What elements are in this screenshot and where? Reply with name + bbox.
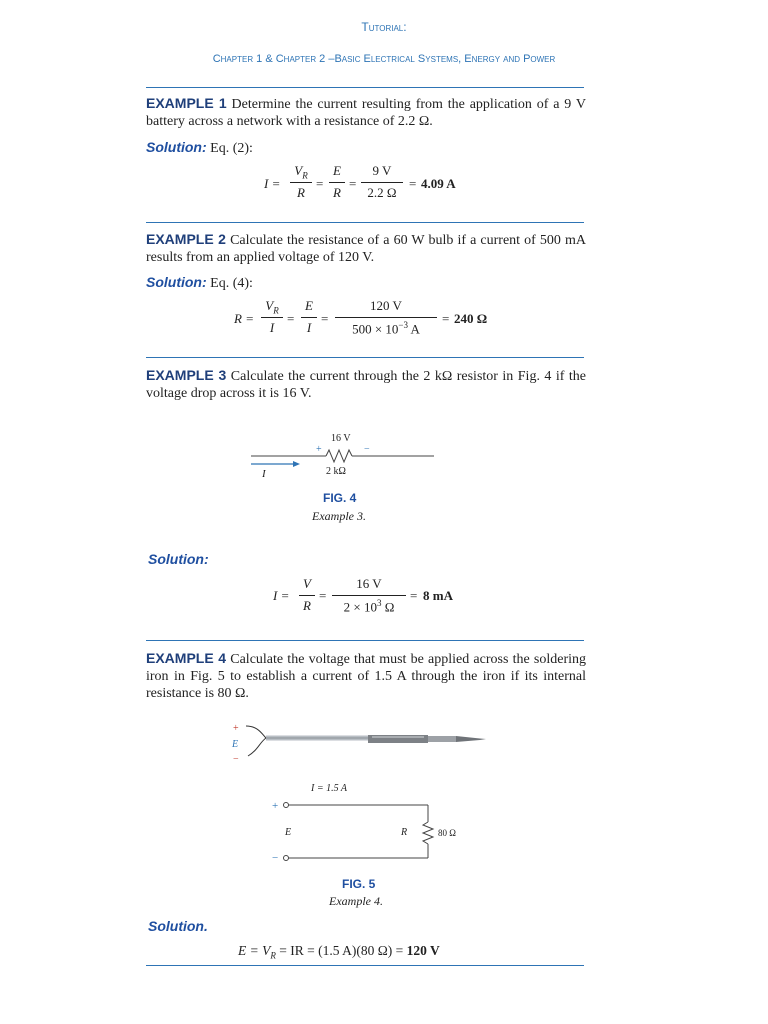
solution-label: Solution: bbox=[148, 551, 209, 567]
divider bbox=[146, 965, 584, 966]
eq-result: 4.09 A bbox=[421, 176, 456, 191]
example-3-label: EXAMPLE 3 bbox=[146, 367, 227, 383]
divider bbox=[146, 87, 584, 88]
fig5-circuit-diagram bbox=[268, 794, 448, 868]
eq-result: 8 mA bbox=[423, 588, 453, 603]
example-4-text: Calculate the voltage that must be applied across the soldering iron in Fig. 5 to establish a current of 1.5 A through the iron if its internal resistance is 80 Ω. bbox=[146, 652, 586, 701]
fig4-label: FIG. 4 bbox=[323, 491, 357, 505]
example-2-label: EXAMPLE 2 bbox=[146, 231, 226, 247]
solution-ref: Eq. (2): bbox=[210, 141, 253, 156]
divider bbox=[146, 357, 584, 358]
solution-label: Solution. bbox=[148, 918, 208, 934]
example-3-text: Calculate the current through the 2 kΩ resistor in Fig. 4 if the voltage drop across it is 16 V. bbox=[146, 369, 586, 401]
example-2 bbox=[146, 231, 586, 266]
fig4-voltage: 16 V bbox=[331, 433, 351, 444]
fig4-caption: Example 3. bbox=[312, 509, 366, 523]
fig4-current: I bbox=[262, 468, 266, 480]
soldering-iron-illustration bbox=[240, 722, 490, 766]
example-2-solution bbox=[146, 274, 253, 292]
page-subtitle: Chapter 1 & Chapter 2 –Basic Electrical Systems, Energy and Power bbox=[212, 53, 556, 65]
page-title: Tutorial: bbox=[361, 20, 407, 34]
fig4-resistance: 2 kΩ bbox=[326, 466, 346, 477]
eq-lhs: I = bbox=[264, 176, 281, 191]
eq-result: 240 Ω bbox=[454, 311, 488, 326]
circuit-current: I = 1.5 A bbox=[311, 783, 348, 794]
eq-vr: V bbox=[294, 163, 303, 178]
example-1-label: EXAMPLE 1 bbox=[146, 95, 227, 111]
example-4-equation: $E = V_R$ = IR = (1.5 A)(80 Ω) = 120 V bbox=[238, 943, 440, 961]
divider bbox=[146, 640, 584, 641]
example-1-text: Determine the current resulting from the application of a 9 V battery across a network with a resistance of 2.2 Ω. bbox=[146, 97, 587, 129]
fig5-label: FIG. 5 bbox=[342, 877, 376, 891]
fig5-caption: Example 4. bbox=[329, 894, 383, 908]
solution-label: Solution: bbox=[146, 139, 207, 155]
example-1 bbox=[146, 95, 586, 130]
example-1-solution bbox=[146, 139, 253, 157]
eq-result: 120 V bbox=[406, 943, 440, 958]
example-2-text: Calculate the resistance of a 60 W bulb if a current of 500 mA results from an applied voltage of 120 V. bbox=[146, 233, 587, 265]
example-3-solution bbox=[148, 551, 209, 569]
example-3 bbox=[146, 367, 586, 402]
divider bbox=[146, 222, 584, 223]
example-4-solution bbox=[148, 918, 208, 936]
solution-ref: Eq. (4): bbox=[210, 276, 253, 291]
example-4 bbox=[146, 650, 586, 702]
example-4-label: EXAMPLE 4 bbox=[146, 650, 227, 666]
solution-label: Solution: bbox=[146, 274, 207, 290]
